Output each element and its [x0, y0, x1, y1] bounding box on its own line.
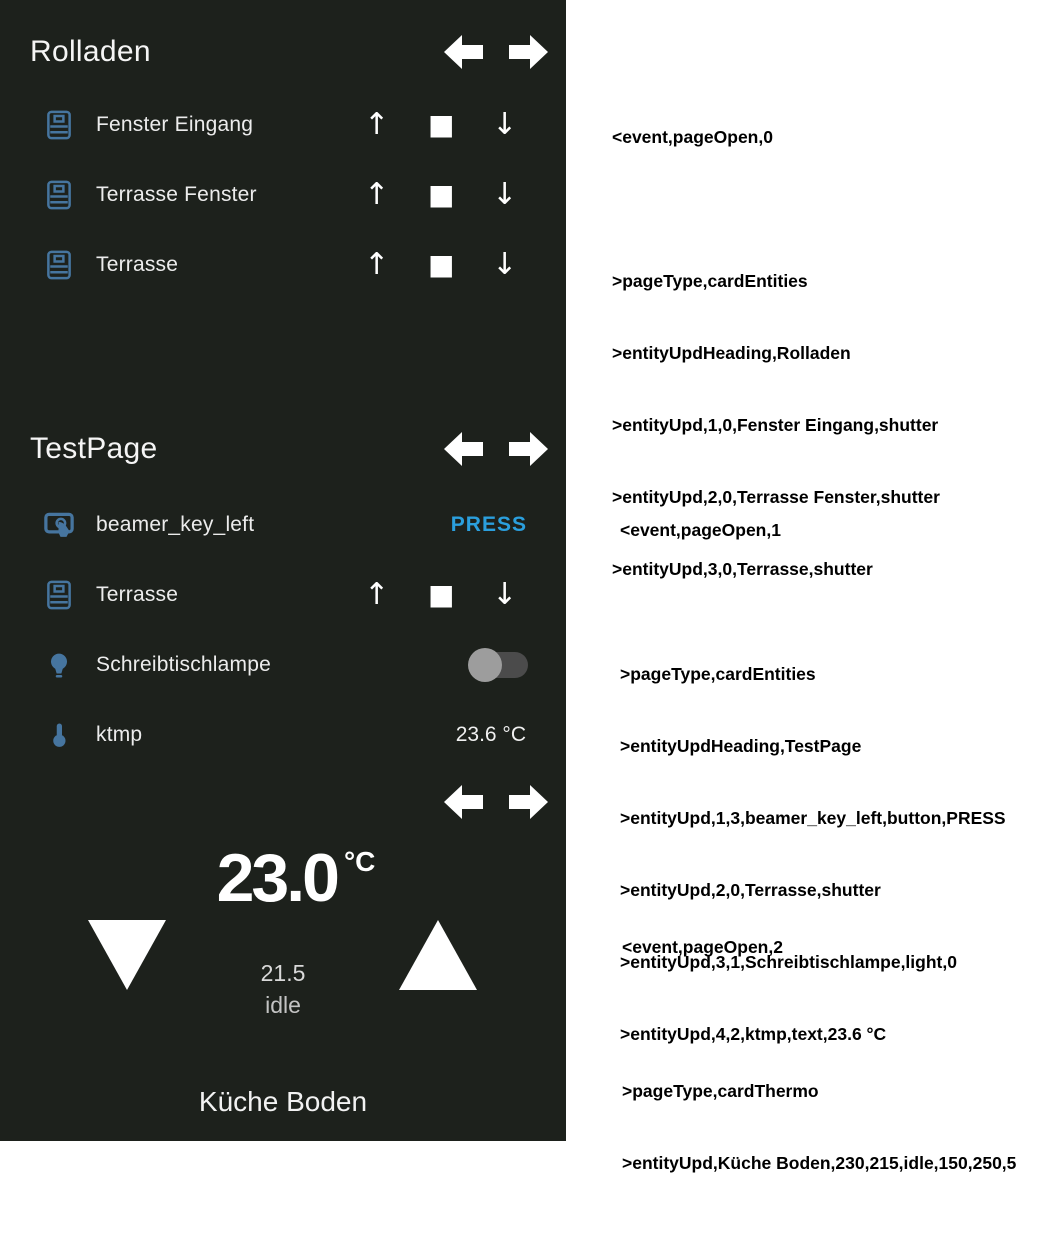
current-temperature — [0, 840, 566, 916]
page-title: TestPage — [30, 432, 158, 465]
thermometer-icon — [44, 720, 74, 750]
page-title: Rolladen — [30, 35, 151, 68]
shutter-controls — [364, 90, 516, 160]
entity-row-shutter — [0, 230, 566, 300]
light-toggle[interactable] — [470, 652, 528, 678]
shutter-down-button[interactable]: ↓ — [492, 247, 518, 282]
shutter-down-button[interactable]: ↓ — [492, 177, 518, 212]
log-lines — [622, 1031, 1016, 1223]
log-block-page2 — [622, 887, 1016, 1247]
card-thermo-kueche-boden — [0, 770, 566, 1141]
thermostat-name: Küche Boden — [198, 1086, 368, 1117]
entity-row-shutter — [0, 560, 566, 630]
window-shutter-icon — [44, 580, 74, 610]
shutter-controls — [364, 560, 516, 630]
page-nav — [444, 35, 548, 69]
log-line: >pageType,cardThermo — [622, 1081, 819, 1101]
shutter-down-button[interactable]: ↓ — [492, 577, 518, 612]
entity-row-light — [0, 630, 566, 700]
log-event-line: <event,pageOpen,2 — [622, 937, 783, 957]
nav-right-icon[interactable] — [509, 432, 548, 466]
log-line: >entityUpdHeading,Rolladen — [612, 343, 851, 363]
nav-left-icon[interactable] — [444, 785, 483, 819]
log-line: >pageType,cardEntities — [620, 664, 816, 684]
entity-value: 23.6 °C — [455, 723, 526, 746]
nav-left-icon[interactable] — [444, 432, 483, 466]
log-line: >entityUpdHeading,TestPage — [620, 736, 862, 756]
card-entities-rolladen — [0, 0, 566, 405]
press-button[interactable]: PRESS — [450, 513, 527, 536]
panel-header — [30, 30, 548, 74]
entity-label: Terrasse Fenster — [96, 183, 257, 206]
log-line: >entityUpd,4,2,ktmp,text,23.6 °C — [620, 1024, 887, 1044]
shutter-down-button[interactable]: ↓ — [492, 107, 518, 142]
log-line: >entityUpd,1,0,Fenster Eingang,shutter — [612, 415, 939, 435]
setpoint-value: 21.5 — [260, 960, 306, 986]
lightbulb-icon — [44, 650, 74, 680]
shutter-stop-button[interactable]: ■ — [428, 248, 455, 281]
page-nav — [444, 785, 548, 819]
window-shutter-icon — [44, 110, 74, 140]
shutter-stop-button[interactable]: ■ — [428, 178, 455, 211]
window-shutter-icon — [44, 250, 74, 280]
log-line: >entityUpd,2,0,Terrasse,shutter — [620, 880, 881, 900]
log-line: >entityUpd,1,3,beamer_key_left,button,PRESS — [620, 808, 1006, 828]
log-event-line: <event,pageOpen,0 — [612, 127, 773, 147]
entity-rows — [0, 90, 566, 300]
entity-row-shutter — [0, 160, 566, 230]
entity-label: Schreibtischlampe — [96, 653, 271, 676]
temperature-unit: °C — [343, 846, 376, 877]
log-line: >entityUpd,3,1,Schreibtischlampe,light,0 — [620, 952, 957, 972]
entity-row-text — [0, 700, 566, 770]
page-nav — [444, 432, 548, 466]
hvac-status: idle — [265, 992, 301, 1018]
shutter-up-button[interactable]: ↑ — [364, 577, 390, 612]
shutter-up-button[interactable]: ↑ — [364, 247, 390, 282]
log-line: >pageType,cardEntities — [612, 271, 808, 291]
window-shutter-icon — [44, 180, 74, 210]
entity-label: ktmp — [96, 723, 143, 746]
shutter-controls — [364, 230, 516, 300]
shutter-up-button[interactable]: ↑ — [364, 177, 390, 212]
shutter-stop-button[interactable]: ■ — [428, 108, 455, 141]
nav-right-icon[interactable] — [509, 35, 548, 69]
entity-rows — [0, 490, 566, 770]
entity-label: beamer_key_left — [96, 513, 255, 536]
shutter-controls — [364, 160, 516, 230]
nav-right-icon[interactable] — [509, 785, 548, 819]
card-entities-testpage — [0, 405, 566, 770]
shutter-stop-button[interactable]: ■ — [428, 578, 455, 611]
entity-label: Terrasse — [96, 583, 179, 606]
shutter-up-button[interactable]: ↑ — [364, 107, 390, 142]
panel-header — [30, 427, 548, 471]
entity-row-button — [0, 490, 566, 560]
entity-label: Fenster Eingang — [96, 113, 254, 136]
log-line: >entityUpd,2,0,Terrasse Fenster,shutter — [612, 487, 940, 507]
log-event-line: <event,pageOpen,1 — [620, 520, 781, 540]
toggle-knob — [468, 648, 502, 682]
log-line: >entityUpd,3,0,Terrasse,shutter — [612, 559, 873, 579]
entity-label: Terrasse — [96, 253, 179, 276]
log-line: >entityUpd,Küche Boden,230,215,idle,150,250,5 — [622, 1153, 1017, 1173]
entity-row-shutter — [0, 90, 566, 160]
gesture-tap-button-icon — [44, 510, 74, 540]
nav-left-icon[interactable] — [444, 35, 483, 69]
current-temperature-value: 23.0 — [216, 840, 337, 916]
device-screen-column — [0, 0, 566, 1141]
